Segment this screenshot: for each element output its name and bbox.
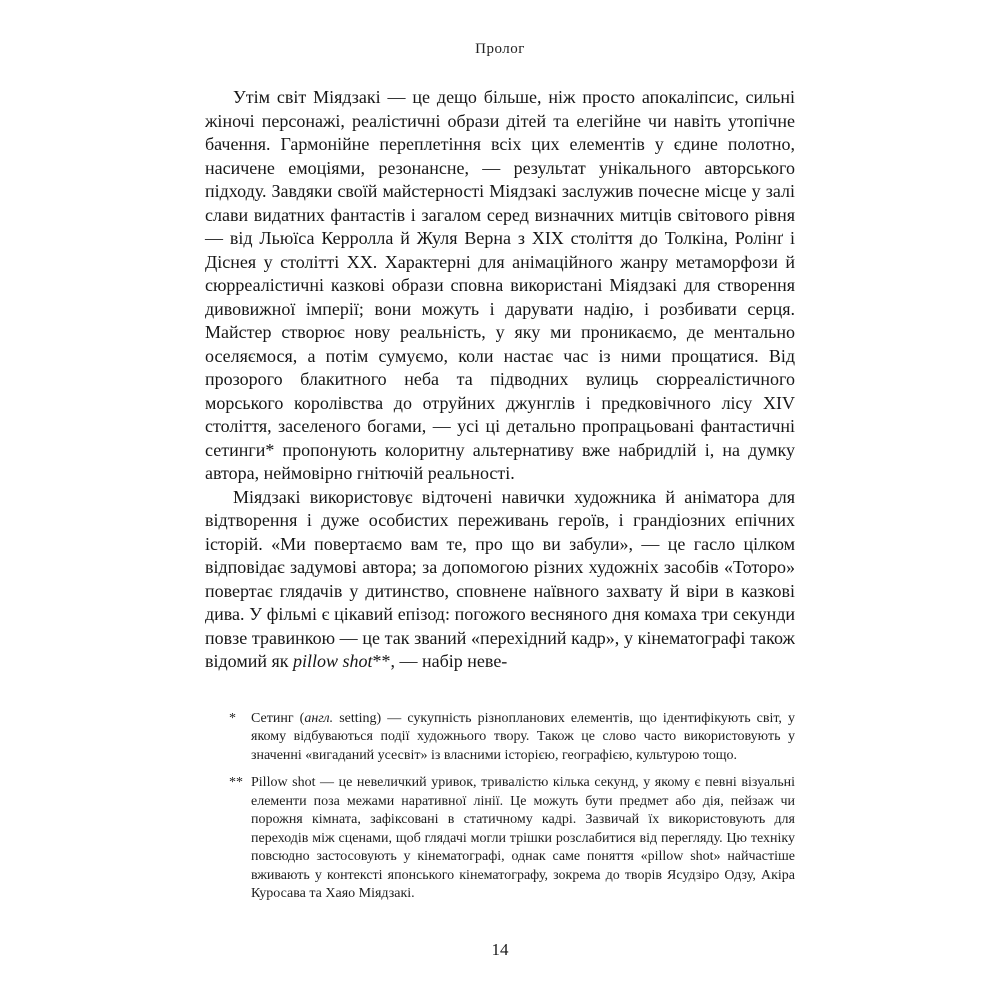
text-run: **, — набір неве- (372, 651, 508, 671)
text-run: Утім світ Міядзакі — це дещо більше, ніж просто апокаліпсис, сильні жіночі персонажі, реалістичні образи дітей та елегійне чи навіть утопічне бачення. Гармонійне переплетіння всіх цих елементів у єдине полотно, насичене емоціями, резонансне, — результат унікального авторського підходу. Завдяки своїй майстерності Міядзакі заслужив почесне місце у залі слави видатних фантастів і загалом серед визначних митців світового рівня — від Льюїса Керролла й Жуля Верна з XIX століття до Толкіна, Ролінґ і Діснея у столітті XX. Характерні для анімаційного жанру метаморфози й сюрреалістичні казкові образи сповна використані Міядзакі для створення дивовижної імперії; вони можуть і дарувати надію, і розбивати серця. Майстер створює нову реальність, у яку ми проникаємо, де ментально оселяємося, а потім сумуємо, коли настає час із ними прощатися. Від прозорого блакитного неба та підводних вулиць сюрреалістичного морського королівства до отруйних джунглів і предковічного лісу XIV століття, заселеного богами, — усі ці детально пропрацьовані фантастичні сетинги* пропонують колоритну альтернативу вже набридлій і, на думку автора, неймовірно гнітючій реальності. (205, 87, 795, 483)
footnote-text (251, 710, 795, 766)
text-run: setting) — сукупність різнопланових елементів, що ідентифікують світ, у якому відбуваються події художнього твору. Також це слово часто використовують у значенні «вигаданий усесвіт» із власними історією, географією, культурою тощо. (251, 710, 796, 763)
paragraph (205, 486, 795, 674)
text-run: Сетинг ( (251, 710, 305, 726)
text-run: Міядзакі використовує відточені навички художника й аніматора для відтворення і дуже особистих переживань героїв, і грандіозних епічних історій. «Ми повертаємо вам те, про що ви забули», — це гасло цілком відповідає задумові автора; за допомогою різних художніх засобів «Тоторо» повертає глядачів у дитинство, сповнене наївного захвату й віри в казкові дива. У фільмі є цікавий епізод: погожого весняного дня комаха три секунди повзе травинкою — це так званий «перехідний кадр», у кінематографі також відомий як (205, 486, 795, 671)
footnotes-section (205, 710, 795, 904)
footnote-marker: ** (229, 775, 243, 790)
text-run: Pillow shot — це невеличкий уривок, тривалістю кілька секунд, у якому є певні візуальні елементи поза межами наративної лінії. Це можуть бути предмет або дія, пейзаж чи порожня кімната, зафіксовані в статичному кадрі. Зазвичай їх використовують для переходів між сценами, щоб глядачі могли трішки розслабитися від перегляду. Цю техніку повсюдно застосовують у кінематографі, однак саме поняття «pillow shot» найчастіше вживають у контексті японського кінематографу, зокрема до творів Ясудзіро Одзу, Акіра Куросава та Хаяо Міядзакі. (251, 775, 795, 901)
body-text-block (205, 86, 795, 674)
italic-text-run: pillow shot (293, 651, 373, 671)
page-number: 14 (491, 940, 509, 959)
italic-text-run: англ. (304, 710, 334, 726)
running-header: Пролог (475, 41, 525, 57)
footnote-text (251, 774, 795, 904)
footnote (205, 774, 795, 904)
page-content (205, 86, 795, 913)
footnote-marker: * (229, 710, 236, 726)
paragraph (205, 86, 795, 486)
footnote (205, 710, 795, 766)
